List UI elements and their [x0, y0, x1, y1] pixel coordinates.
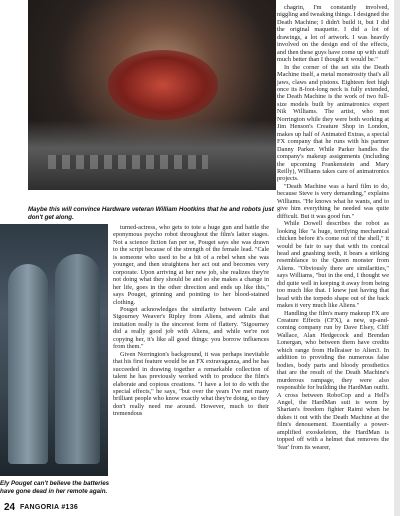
article-paragraph: Given Norrington's background, it was perhaps inevitable that his first feature would be an FX extravaganza, and he has succeeded in drawing together a remarkable collection of talent he has previously worked with to produce the film's elaborate and copious creations. "I have a lot to do with the special effects," he says, "but over the years I've met many brilliant people who know exactly what they're doing, so they don't really need me around. However, much to their tremendous: [113, 350, 269, 418]
ely-pouget-photo: [0, 224, 108, 476]
article-column-middle: [113, 224, 269, 418]
photo-figure-left: [8, 264, 48, 464]
article-paragraph: turned-actress, who gets to tote a huge gun and battle the eponymous psycho robot throughout the film's latter stages. Not a science fiction fan per se, Pouget says she was drawn to the script because of the strength of the female lead. "Cale is someone who used to be a bit of a rebel when she was younger, and then straightens her act out and becomes very corporate. Upon arriving at her new job, she realizes they're not doing what they should be and so she makes a change in her life, goes in the other direction and ends up like this," says Pouget, grinning and pointing to her blood-stained clothing.: [113, 224, 269, 306]
article-paragraph: Pouget acknowledges the similarity between Cale and Sigourney Weaver's Ripley from Aliens, and admits that imitation really is the sincerest form of flattery. "Sigourney did a really good job with Aliens, and while we're not copying her, it's like all good things: you borrow influences from them.": [113, 305, 269, 351]
magazine-issue: FANGORIA #136: [20, 504, 79, 511]
caption-bottom: Ely Pouget can't believe the batteries have gone dead in her remote again.: [0, 480, 110, 495]
photo-detail-machine: [28, 120, 276, 190]
article-paragraph: While Dowell describes the robot as looking like "a huge, terrifying mechanical chicken before it's come out of the shell," it would be fair to say that with its conical head and gnashing teeth, it bears a striking resemblance to the Queen monster from Aliens. "Obviously there are similarities," says Williams, "but in the end, I thought we did quite well in keeping it away from being too much like that. I knew just having that head with the torpedo shape out of the back makes it very much like Aliens.": [277, 220, 389, 310]
page-number: 24: [4, 502, 16, 513]
article-paragraph: "Death Machine was a hard film to do, because Steve is very demanding," explains Williams. "He knows what he wants, and to give him everything he needed was quite difficult. But it was good fun.": [277, 182, 389, 220]
page-edge: [394, 0, 400, 516]
article-column-right: [277, 4, 389, 451]
death-machine-photo: [28, 0, 276, 190]
article-paragraph: Handling the film's many makeup FX are Creature Effects (CFX), a new, up-and-coming company run by Dave Elsey, Cliff Wallace, Alan Hedgecock and Brendan Lonergan, who between them have credits which range from Hellraiser to Alien3. In addition to providing the numerous false bodies, body parts and bloody prosthetics that are the result of the Death Machine's murderous rampage, they were also responsible for building the HardMan outfit. A cross between RoboCop and a Hell's Angel, the HardMan suit is worn by Sharian's freedom fighter Raimi when he dukes it out with the Death Machine at the film's denouement. Essentially a power-amplified exoskeleton, the HardMan is topped off with a helmet that removes the 'fear' from its wearer,: [277, 309, 389, 451]
article-paragraph: chagrin, I'm constantly involved, niggling and tweaking things. I designed the Death Machine; I didn't build it, but I did the original maquette. I did a lot of drawings, a lot of artwork. I was heavily involved on the design end of the effects, and then these guys have come up with stuff much better than I thought it would be.": [277, 4, 389, 64]
page-footer: [0, 502, 400, 516]
article-paragraph: In the corner of the set sits the Death Machine itself, a metal monstrosity that's all jaws, claws and pistons. Eighteen feet high once its 8-foot-long neck is fully extended, the Death Machine is the work of two full-size models built by animatronics expert Nik Williams. The artist, who met Norrington while they were both working at Jim Henson's Creature Shop in London, makes up half of Animated Extras, a special FX company that he runs with his partner Danny Parker. While Parker handles the company's makeup assignments (including the upcoming Frankenstein and Mary Reilly), Williams takes care of animatronics projects.: [277, 63, 389, 183]
photo-figure-right: [55, 254, 100, 464]
caption-top: Maybe this will convince Hardware veteran William Hootkins that he and robots just don't get along.: [28, 206, 274, 221]
photo-detail-blood: [108, 50, 218, 120]
